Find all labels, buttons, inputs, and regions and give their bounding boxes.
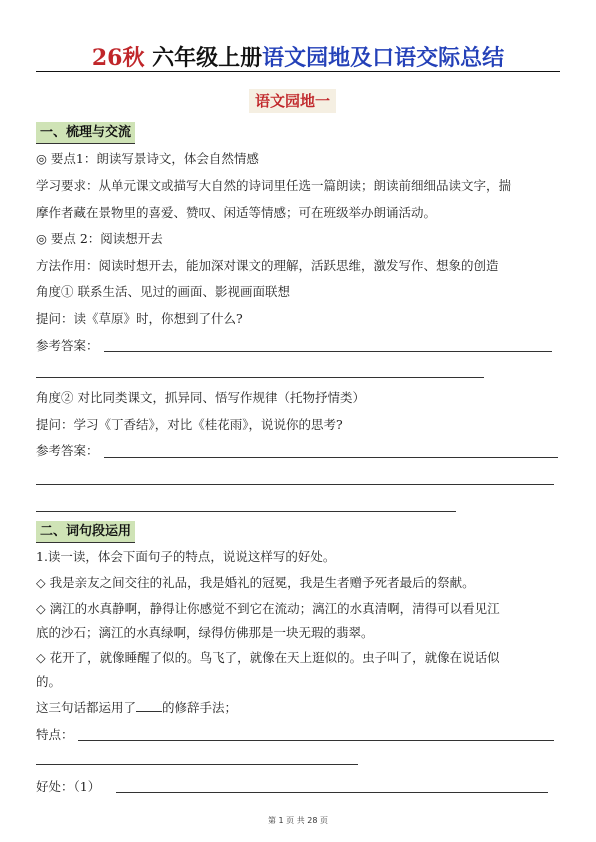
answer-blank-line[interactable]: [104, 351, 552, 352]
page-title: [0, 44, 596, 73]
title-topic: 语文园地及口语交际总结: [262, 46, 505, 71]
point-2: ◎ 要点 2：阅读想开去: [36, 231, 163, 246]
title-grade: 六年级上册: [152, 46, 263, 71]
answer-label-2: 参考答案：: [36, 443, 99, 458]
sentence-2-line-2: 底的沙石；漓江的水真绿啊，绿得仿佛那是一块无瑕的翡翠。: [36, 625, 374, 640]
requirement-line-2: 摩作者藏在景物里的喜爱、赞叹、闲适等情感；可在班级举办朗诵活动。: [36, 205, 437, 220]
sentence-1: ◇ 我是亲友之间交往的礼品，我是婚礼的冠冕，我是生者赠予死者最后的祭献。: [36, 575, 475, 590]
angle-2: 角度② 对比同类课文，抓异同、悟写作规律（托物抒情类）: [36, 390, 365, 405]
fill-in-sentence: [36, 699, 237, 717]
exercise-1: 1.读一读，体会下面句子的特点，说说这样写的好处。: [36, 549, 336, 564]
title-season: 26秋: [91, 45, 145, 71]
method-text: 方法作用：阅读时想开去，能加深对课文的理解，活跃思维，激发写作、想象的创造: [36, 258, 499, 273]
answer-blank-line[interactable]: [36, 511, 456, 512]
title-underline: [36, 71, 560, 72]
page-number: 第 1 页 共 28 页: [268, 816, 328, 825]
section-heading-2: 二、词句段运用: [36, 521, 135, 543]
page-subtitle: 语文园地一: [249, 89, 336, 113]
sentence-3-line-2: 的。: [36, 674, 62, 689]
sentence-3-line-1: ◇ 花开了，就像睡醒了似的。鸟飞了，就像在天上逛似的。虫子叫了，就像在说话似: [36, 650, 500, 665]
fill-blank[interactable]: [136, 699, 162, 712]
answer-blank-line[interactable]: [116, 792, 548, 793]
fill-suffix: 的修辞手法；: [162, 700, 238, 715]
answer-blank-line[interactable]: [36, 377, 484, 378]
answer-blank-line[interactable]: [36, 764, 358, 765]
answer-blank-line[interactable]: [104, 457, 558, 458]
feature-label: 特点：: [36, 727, 74, 742]
answer-label-1: 参考答案：: [36, 338, 99, 353]
requirement-line-1: 学习要求：从单元课文或描写大自然的诗词里任选一篇朗读；朗读前细细品读文字，揣: [36, 178, 512, 193]
angle-1: 角度① 联系生活、见过的画面、影视画面联想: [36, 284, 290, 299]
fill-prefix: 这三句话都运用了: [36, 700, 137, 715]
point-1: ◎ 要点1：朗读写景诗文，体会自然情感: [36, 151, 259, 166]
question-1: 提问：读《草原》时，你想到了什么?: [36, 311, 243, 326]
section-heading-1: 一、梳理与交流: [36, 122, 135, 144]
question-2: 提问：学习《丁香结》，对比《桂花雨》，说说你的思考?: [36, 417, 343, 432]
sentence-2-line-1: ◇ 漓江的水真静啊，静得让你感觉不到它在流动；漓江的水真清啊，清得可以看见江: [36, 601, 500, 616]
answer-blank-line[interactable]: [36, 484, 554, 485]
benefit-label: 好处：（1）: [36, 779, 101, 794]
answer-blank-line[interactable]: [78, 740, 554, 741]
